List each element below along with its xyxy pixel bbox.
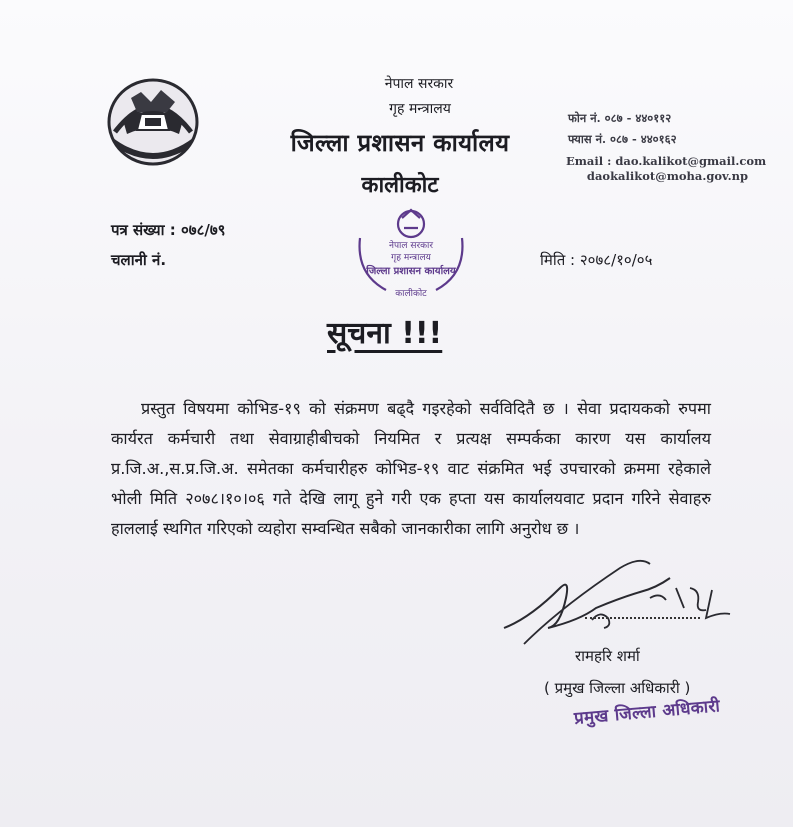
designation-stamp: प्रमुख जिल्ला अधिकारी [573, 696, 721, 729]
email-address: Email : dao.kalikot@gmail.com [566, 154, 767, 168]
stamp-line-4: कालीकोट [395, 289, 427, 299]
stamp-line-1: नेपाल सरकार [388, 241, 434, 251]
ministry-name: गृह मन्त्रालय [389, 101, 451, 117]
fax-number: फ्यास नं. ०८७ - ४४०१६२ [568, 132, 677, 146]
contact-block [566, 108, 776, 184]
nepal-emblem-icon [103, 72, 203, 167]
signer-title: ( प्रमुख जिल्ला अधिकारी ) [544, 679, 691, 697]
dispatch-number: चलानी नं. [111, 251, 167, 269]
email-address-2: daokalikot@moha.gov.np [586, 169, 748, 183]
letter-date: मिति : २०७८/१०/०५ [540, 251, 653, 269]
office-name: जिल्ला प्रशासन कार्यालय [290, 129, 510, 157]
government-name: नेपाल सरकार [384, 76, 454, 92]
phone-number: फोन नं. ०८७ - ४४०११२ [568, 111, 672, 125]
stamp-line-3: जिल्ला प्रशासन कार्यालय [366, 266, 456, 277]
notice-body: प्रस्तुत विषयमा कोभिड-१९ को संक्रमण बढ्दै गइरहेको सर्वविदितै छ । सेवा प्रदायकको रुपमा कार्यरत कर्मचारी तथा सेवाग्राहीबीचको नियमित र प्रत्यक्ष सम्पर्कका कारण यस कार्यालय प्र.जि.अ.,स.प्र.जि.अ. समेतका कर्मचारीहरु कोभिड-१९ वाट संक्रमित भई उपचारको क्रममा रहेकाले भोली मिति २०७८।१०।०६ गते देखि लागू हुने गरी एक हप्ता यस कार्यालयवाट प्रदान गरिने सेवाहरु हाललाई स्थगित गरिएको व्यहोरा सम्वन्धित सबैको जानकारीका लागि अनुरोध छ । [111, 399, 711, 538]
signature-icon [500, 548, 760, 660]
letterhead [230, 74, 570, 199]
stamp-line-2: गृह मन्त्रालय [391, 253, 431, 263]
signature-line [585, 617, 700, 619]
signer-name: रामहरि शर्मा [575, 647, 640, 665]
notice-title: सूचना !!! [327, 316, 443, 351]
office-stamp-icon [346, 198, 476, 304]
reference-number: पत्र संख्या : ०७८/७९ [111, 221, 226, 239]
district-name: कालीकोट [361, 173, 439, 198]
